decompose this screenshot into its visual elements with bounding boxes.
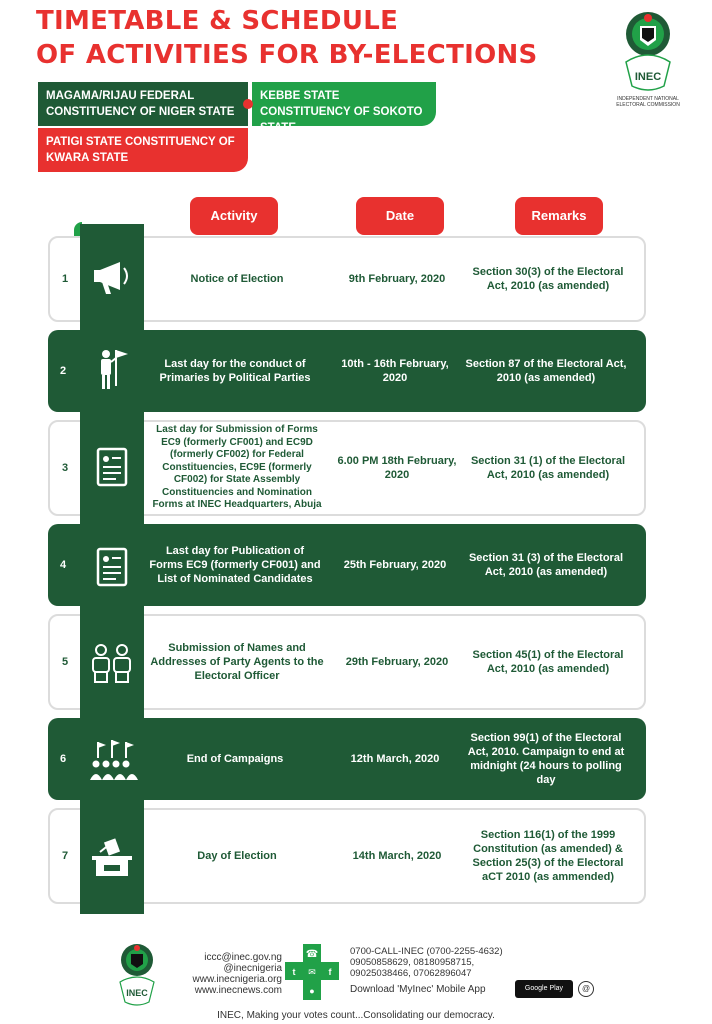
download-text: Download 'MyInec' Mobile App [350, 984, 486, 995]
row-activity: Submission of Names and Addresses of Party Agents to the Electoral Officer [150, 642, 324, 682]
row-date: 12th March, 2020 [350, 753, 440, 765]
form-document-icon [86, 443, 138, 493]
ballot-box-icon [86, 832, 138, 882]
footer-inec-logo [112, 940, 162, 1012]
row-activity: Last day for Submission of Forms EC9 (formerly CF001) and EC9D (formerly CF002) for Federal Constituencies, EC9E (formerly CF002) for State Assembly Constituencies and Nomination Forms at INEC Headquarters, Abuja [152, 424, 322, 511]
website-link-2[interactable]: www.inecnews.com [194, 985, 282, 996]
facebook-icon: f [328, 967, 332, 977]
row-activity: Last day for the conduct of Primaries by Political Parties [159, 358, 311, 384]
email-icon: ✉ [308, 967, 316, 977]
phones-line-2: 09025038466, 07062896047 [350, 968, 472, 979]
constituency-kebbe: KEBBE STATE CONSTITUENCY OF SOKOTO STATE [252, 82, 436, 126]
twitter-handle[interactable]: @inecnigeria [223, 963, 282, 974]
tagline: INEC, Making your votes count...Consolidating our democracy. [217, 1010, 495, 1021]
hotline: 0700-CALL-INEC (0700-2255-4632) [350, 946, 503, 957]
party-agents-icon [86, 638, 138, 688]
row-remarks: Section 45(1) of the Electoral Act, 2010 (as amended) [472, 649, 624, 675]
header-date: Date [356, 197, 444, 235]
row-number: 7 [62, 850, 69, 862]
row-date: 9th February, 2020 [348, 273, 446, 285]
row-date: 29th February, 2020 [345, 656, 449, 668]
row-activity: Day of Election [197, 850, 277, 862]
contact-links [164, 952, 282, 996]
row-remarks: Section 31 (3) of the Electoral Act, 2010 (as amended) [468, 552, 624, 578]
row-date: 14th March, 2020 [352, 850, 442, 862]
row-number: 4 [60, 559, 67, 571]
social-icons-cross [285, 944, 339, 1000]
row-number: 5 [62, 656, 69, 668]
row-date: 6.00 PM 18th February, 2020 [337, 455, 457, 481]
megaphone-icon [86, 254, 138, 304]
row-number: 6 [60, 753, 67, 765]
website-link-1[interactable]: www.inecnigeria.org [192, 974, 282, 985]
form-document-icon [86, 543, 138, 593]
row-remarks: Section 87 of the Electoral Act, 2010 (as amended) [465, 358, 627, 384]
row-remarks: Section 30(3) of the Electoral Act, 2010 (as amended) [472, 266, 624, 292]
row-remarks: Section 116(1) of the 1999 Constitution (as amended) & Section 25(3) of the Electoral aCT 2010 (as ammended) [472, 829, 624, 883]
twitter-icon: t [292, 967, 296, 977]
inec-logo [612, 4, 684, 104]
phone-numbers [350, 946, 550, 979]
google-play-badge[interactable]: Google Play [515, 980, 573, 998]
phones-line-1: 09050858629, 08180958715, [350, 957, 475, 968]
row-activity: Last day for Publication of Forms EC9 (formerly CF001) and List of Nominated Candidates [149, 545, 321, 585]
constituency-kwara: PATIGI STATE CONSTITUENCY OF KWARA STATE [38, 128, 248, 172]
page-title [36, 4, 538, 72]
logo-caption: INDEPENDENT NATIONAL ELECTORAL COMMISSION [616, 96, 680, 108]
row-remarks: Section 99(1) of the Electoral Act, 2010. Campaign to end at midnight (24 hours to polling day [467, 732, 625, 786]
row-date: 25th February, 2020 [343, 559, 447, 571]
header-activity: Activity [190, 197, 278, 235]
logo-label: INEC [634, 71, 662, 83]
flag-person-icon [86, 346, 138, 396]
row-remarks: Section 31 (1) of the Electoral Act, 2010 (as amended) [470, 455, 626, 481]
row-number: 1 [62, 273, 69, 285]
header-remarks: Remarks [515, 197, 603, 235]
email-link[interactable]: iccc@inec.gov.ng [204, 952, 282, 963]
chat-icon: ● [309, 986, 315, 996]
row-activity: End of Campaigns [186, 753, 284, 765]
row-number: 3 [62, 462, 69, 474]
footer-logo-label: INEC [126, 988, 148, 998]
phone-icon: ☎ [305, 949, 319, 960]
constituency-niger: MAGAMA/RIJAU FEDERAL CONSTITUENCY OF NIGER STATE [38, 82, 248, 126]
app-icon: @ [578, 981, 594, 997]
divider-dot [243, 99, 253, 109]
title-line-1: TIMETABLE & SCHEDULE [36, 6, 399, 36]
row-activity: Notice of Election [190, 273, 284, 285]
campaign-crowd-icon [86, 736, 138, 786]
row-number: 2 [60, 365, 67, 377]
title-line-2: OF ACTIVITIES FOR BY-ELECTIONS [36, 40, 538, 70]
row-date: 10th - 16th February, 2020 [341, 358, 449, 384]
